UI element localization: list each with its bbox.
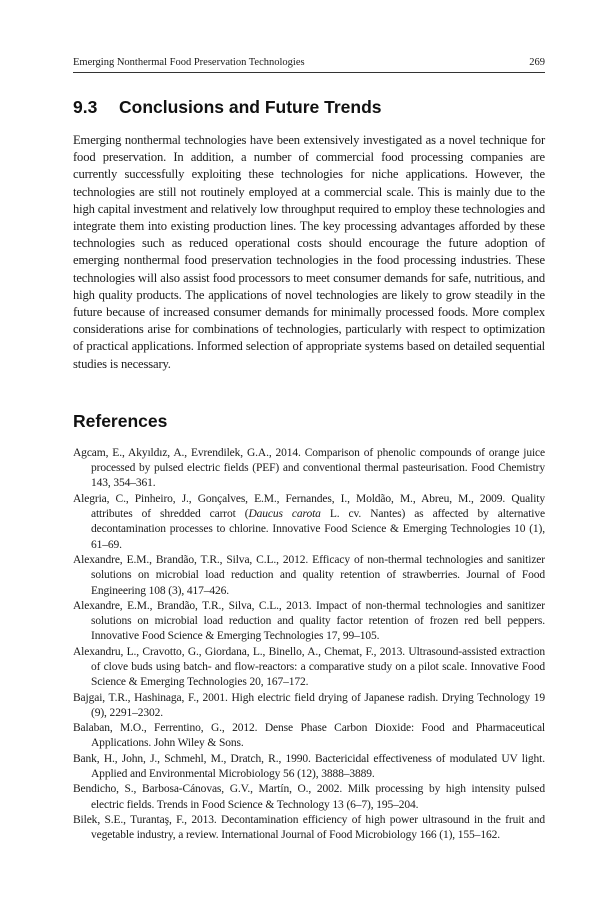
reference-item: Alexandre, E.M., Brandão, T.R., Silva, C.L., 2012. Efficacy of non-thermal technologies and sanitizer solutions on microbial load reduction and quality retention of strawberries. Journal of Food Engineering 108 (3), 417–426. bbox=[73, 553, 545, 597]
running-title: Emerging Nonthermal Food Preservation Technologies bbox=[73, 57, 305, 68]
reference-item: Bank, H., John, J., Schmehl, M., Dratch, R., 1990. Bactericidal effectiveness of modulated UV light. Applied and Environmental Microbiology 56 (12), 3888–3889. bbox=[73, 752, 545, 781]
section-heading bbox=[73, 96, 545, 118]
references-heading: References bbox=[73, 410, 168, 431]
page-number: 269 bbox=[529, 57, 545, 68]
book-page bbox=[73, 56, 545, 844]
reference-item: Agcam, E., Akyıldız, A., Evrendilek, G.A., 2014. Comparison of phenolic compounds of orange juice processed by pulsed electric fields (PEF) and conventional thermal pasteurisation. Food Chemistry 143, 354–361. bbox=[73, 446, 545, 490]
reference-item: Bajgai, T.R., Hashinaga, F., 2001. High electric field drying of Japanese radish. Drying Technology 19 (9), 2291–2302. bbox=[73, 691, 545, 719]
reference-item: Bilek, S.E., Turantaş, F., 2013. Decontamination efficiency of high power ultrasound in the fruit and vegetable industry, a review. International Journal of Food Microbiology 166 (1), 155–162. bbox=[73, 813, 545, 842]
conclusions-paragraph: Emerging nonthermal technologies have been extensively investigated as a novel technique for food preservation. In addition, a number of commercial food processing companies are currently successfully exploiting these technologies for niche applications. However, the technologies are still not routinely employed at a commercial scale. This is mainly due to the high capital investment and relatively low throughput required to employ these technologies and integrate them into existing production lines. The key processing advantages afforded by these technologies such as reduced operational costs should encourage the future adoption of emerging nonthermal food preservation technologies in the food processing industries. These technologies will also assist food processors to meet consumer demands for safe, nutritious, and high quality products. The applications of novel technologies are likely to grow steadily in the future because of increased consumer demands for minimally processed foods. More complex considerations arise for combinations of technologies, particularly with respect to optimization of practical applications. Informed selection of appropriate systems based on detailed sequential studies is necessary. bbox=[73, 133, 545, 371]
running-header bbox=[73, 56, 545, 73]
reference-item: Alexandru, L., Cravotto, G., Giordana, L., Binello, A., Chemat, F., 2013. Ultrasound-assisted extraction of clove buds using batch- and flow-reactors: a comparative study on a pilot scale. Innovative Food Science & Emerging Technologies 20, 167–172. bbox=[73, 645, 545, 689]
section-number: 9.3 bbox=[73, 97, 98, 117]
species-name: Daucus carota bbox=[248, 508, 321, 521]
reference-item: Alegria, C., Pinheiro, J., Gonçalves, E.M., Fernandes, I., Moldão, M., Abreu, M., 2009. Quality attributes of shredded carrot (Daucus carota L. cv. Nantes) as affected by alternative decontamination processes to chlorine. Innovative Food Science & Emerging Technologies 10 (1), 61–69. bbox=[73, 492, 545, 551]
reference-item: Alexandre, E.M., Brandão, T.R., Silva, C.L., 2013. Impact of non-thermal technologies and sanitizer solutions on microbial load reduction and quality factor retention of frozen red bell peppers. Innovative Food Science & Emerging Technologies 17, 99–105. bbox=[73, 599, 545, 643]
section-title: Conclusions and Future Trends bbox=[119, 97, 382, 117]
reference-list bbox=[73, 446, 545, 844]
reference-item: Bendicho, S., Barbosa-Cánovas, G.V., Martín, O., 2002. Milk processing by high intensity pulsed electric fields. Trends in Food Science & Technology 13 (6–7), 195–204. bbox=[73, 783, 545, 811]
reference-item: Balaban, M.O., Ferrentino, G., 2012. Dense Phase Carbon Dioxide: Food and Pharmaceutical Applications. John Wiley & Sons. bbox=[73, 722, 545, 750]
